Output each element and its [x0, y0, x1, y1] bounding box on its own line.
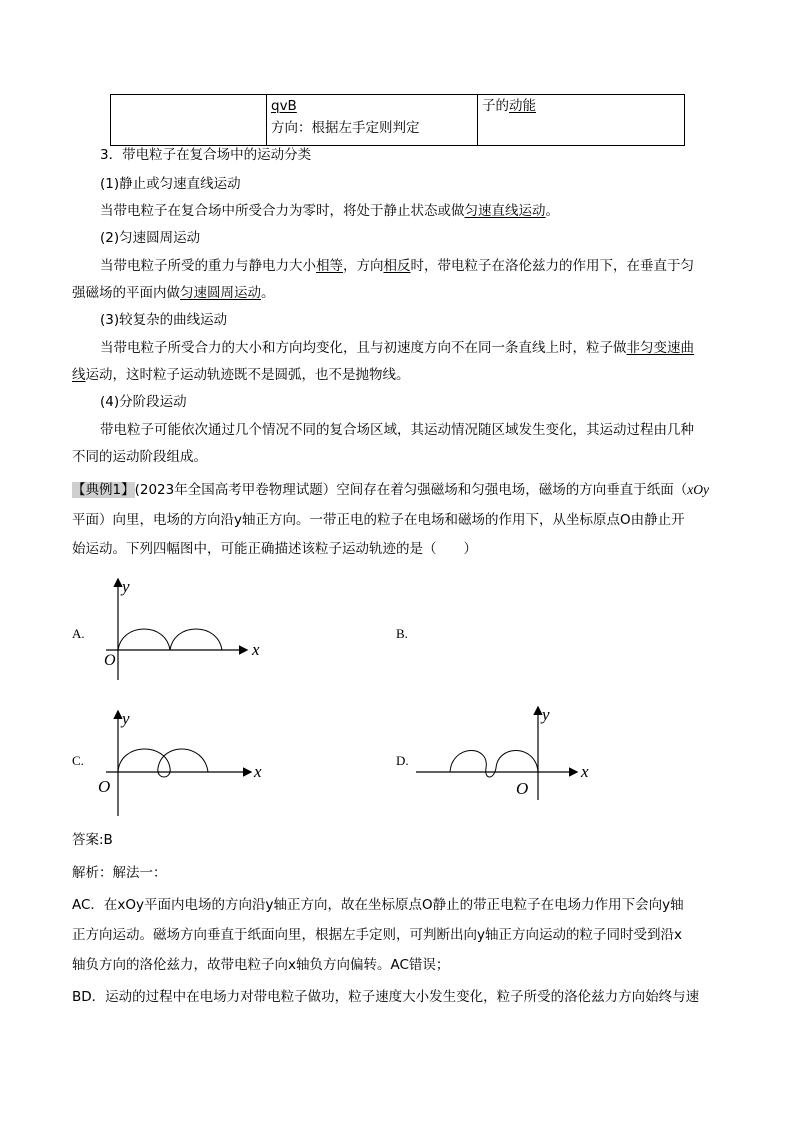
item-1-text: 当带电粒子在复合场中所受合力为零时，将处于静止状态或做匀速直线运动。	[100, 203, 559, 219]
option-b-label: B.	[396, 626, 408, 641]
cell-underlined: 动能	[509, 98, 536, 114]
table-row	[111, 95, 685, 146]
x-axis-label: x	[254, 762, 262, 781]
direction-text: 方向：根据左手定则判定	[271, 120, 420, 136]
example-badge: 【典例1】	[72, 482, 135, 498]
formula-text: qvB	[271, 98, 297, 114]
cell-prefix: 子的	[482, 98, 509, 114]
answer-label: 答案:B	[72, 832, 113, 848]
bd-line1: BD．运动的过程中在电场力对带电粒子做功，粒子速度大小发生变化，粒子所受的洛伦兹力方向始终与速	[72, 989, 700, 1005]
ac-line3: 轴负方向的洛伦兹力，故带电粒子向x轴负方向偏转。AC错误；	[72, 957, 450, 973]
item-2-line1: 当带电粒子所受的重力与静电力大小相等，方向相反时，带电粒子在洛伦兹力的作用下，在垂直于匀	[100, 258, 694, 274]
table-cell-energy	[478, 95, 685, 146]
analysis-label: 解析：解法一：	[72, 865, 167, 881]
item-1-title: (1)静止或匀速直线运动	[100, 176, 241, 192]
figure-a	[96, 572, 276, 684]
y-axis-label: y	[122, 709, 130, 728]
trajectory-loop	[118, 749, 208, 777]
item-3-line2: 线运动，这时粒子运动轨迹既不是圆弧，也不是抛物线。	[72, 367, 410, 383]
x-axis-label: x	[581, 762, 589, 781]
table-cell-empty	[111, 95, 267, 146]
y-axis-label: y	[122, 577, 130, 596]
option-c-label: C.	[72, 753, 84, 768]
option-a-label: A.	[72, 626, 85, 641]
ac-line2: 正方向运动。磁场方向垂直于纸面向里，根据左手定则，可判断出向y轴正方向运动的粒子同时受到沿x	[72, 927, 682, 943]
trajectory-arc-1	[118, 629, 170, 650]
item-4-line2: 不同的运动阶段组成。	[72, 449, 207, 465]
item-2-line2: 强磁场的平面内做匀速圆周运动。	[72, 285, 275, 301]
x-axis-label: x	[252, 640, 260, 659]
example-line1: 【典例1】(2023年全国高考甲卷物理试题）空间存在着匀强磁场和匀强电场，磁场的方向垂直于纸面（xOy	[72, 482, 709, 498]
figure-c	[92, 706, 272, 820]
trajectory-loop	[450, 750, 538, 777]
fragment-table	[110, 94, 685, 146]
item-4-title: (4)分阶段运动	[100, 394, 187, 410]
ac-line1: AC．在xOy平面内电场的方向沿y轴正方向，故在坐标原点O静止的带正电粒子在电场力作用下会向y轴	[72, 897, 684, 913]
table-cell-formula	[267, 95, 478, 146]
trajectory-arc-2	[170, 629, 222, 650]
item-3-title: (3)较复杂的曲线运动	[100, 312, 228, 328]
origin-label: O	[98, 777, 111, 796]
figure-d	[410, 700, 600, 802]
example-line2: 平面）向里，电场的方向沿y轴正方向。一带正电的粒子在电场和磁场的作用下，从坐标原点O由静止开	[72, 512, 685, 528]
option-d-label: D.	[396, 753, 409, 768]
origin-label: O	[516, 779, 529, 798]
item-3-line1: 当带电粒子所受合力的大小和方向均变化，且与初速度方向不在同一条直线上时，粒子做非匀变速曲	[100, 340, 694, 356]
section-heading: 3．带电粒子在复合场中的运动分类	[100, 147, 312, 163]
origin-label: O	[104, 652, 116, 669]
example-line3: 始运动。下列四幅图中，可能正确描述该粒子运动轨迹的是（ ）	[72, 541, 477, 557]
item-2-title: (2)匀速圆周运动	[100, 230, 201, 246]
math-xoy: xOy	[687, 482, 709, 497]
y-axis-label: y	[542, 705, 550, 724]
item-4-line1: 带电粒子可能依次通过几个情况不同的复合场区域，其运动情况随区域发生变化，其运动过程由几种	[100, 422, 694, 438]
